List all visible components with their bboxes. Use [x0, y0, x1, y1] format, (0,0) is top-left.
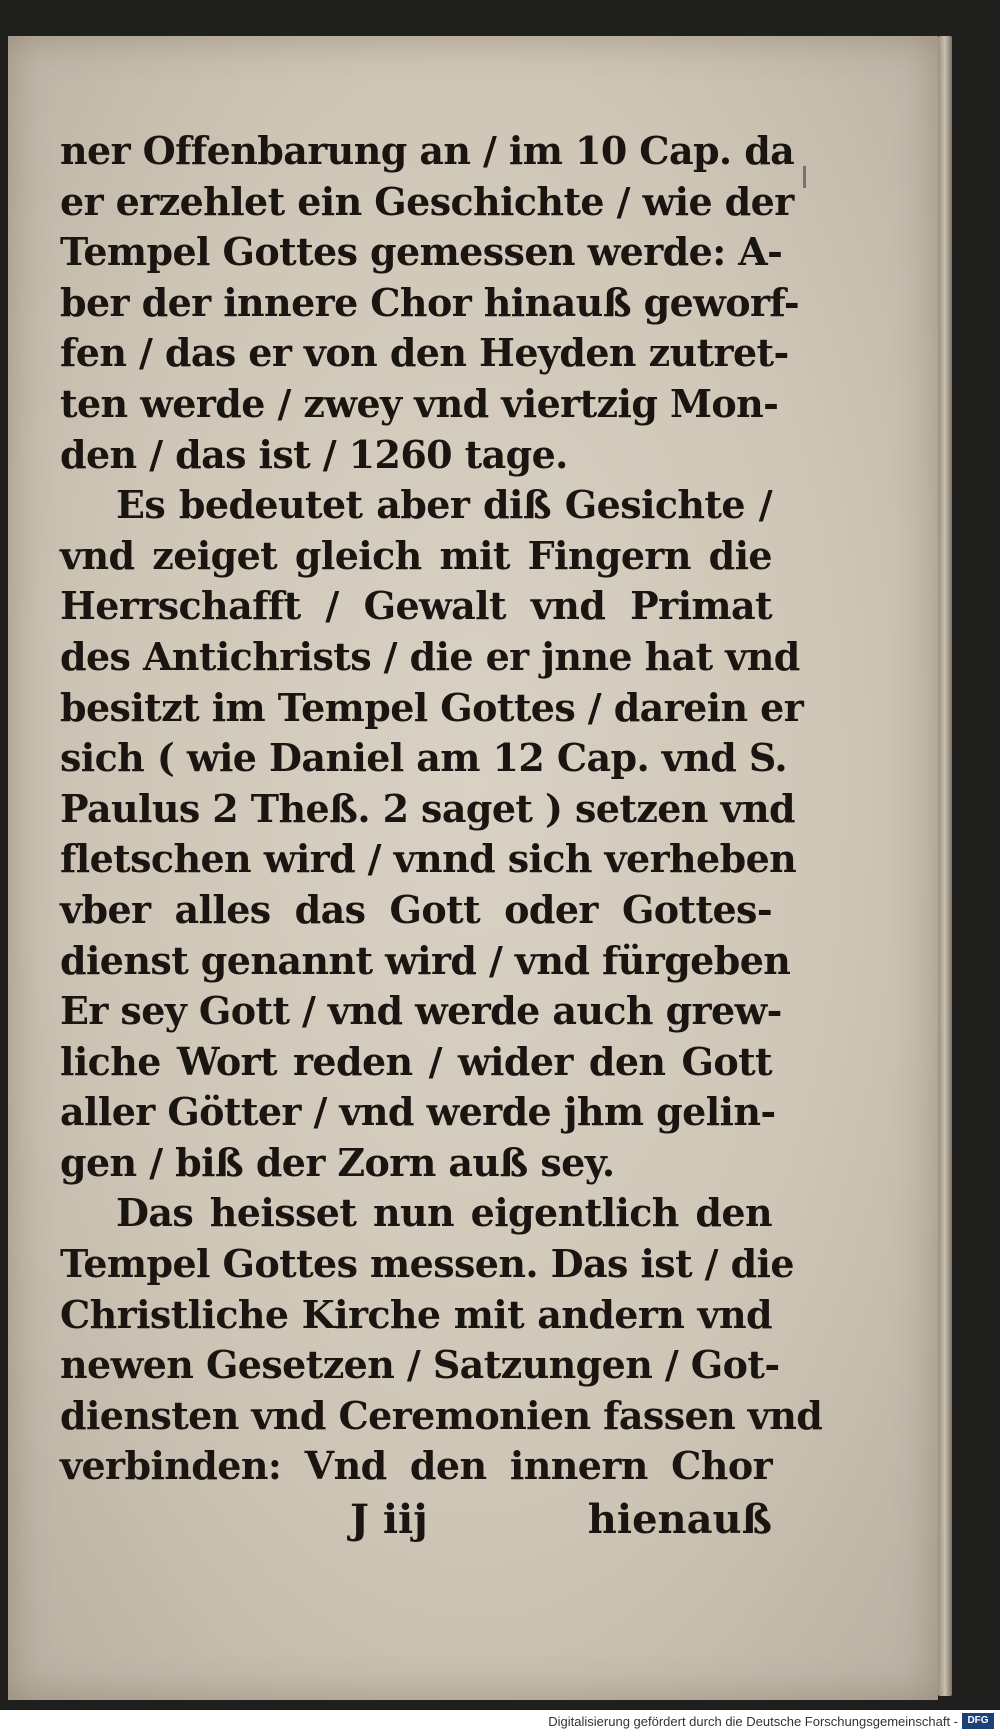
- text-line: vber alles das Gott oder Gottes-: [60, 886, 772, 932]
- footer-bar: [0, 1710, 1000, 1734]
- catchline: [60, 1496, 772, 1552]
- text-line: Tempel Gottes messen. Das ist / die: [60, 1241, 794, 1287]
- text-line: fen / das er von den Heyden zutret-: [60, 330, 789, 376]
- text-line: sich ( wie Daniel am 12 Cap. vnd S.: [60, 735, 787, 781]
- text-line: des Antichrists / die er jnne hat vnd: [60, 633, 800, 679]
- paragraph-start-line: Es bedeutet aber diß Gesichte /: [116, 482, 772, 528]
- book-page: [8, 36, 938, 1700]
- text-line: ber der innere Chor hinauß geworf-: [60, 279, 799, 325]
- text-line: Er sey Gott / vnd werde auch grew-: [60, 988, 782, 1034]
- dfg-logo: DFG: [962, 1713, 994, 1729]
- text-line: ten werde / zwey vnd viertzig Mon-: [60, 380, 779, 426]
- text-line: dienst genannt wird / vnd fürgeben: [60, 937, 791, 983]
- page-edge: [938, 36, 952, 1696]
- margin-mark: [803, 166, 806, 188]
- text-line: den / das ist / 1260 tage.: [60, 431, 568, 477]
- text-line: liche Wort reden / wider den Gott: [60, 1038, 772, 1084]
- text-line: verbinden: Vnd den innern Chor: [60, 1443, 772, 1489]
- page-text: [60, 126, 823, 1492]
- text-line: gen / biß der Zorn auß sey.: [60, 1139, 615, 1185]
- catchword: hienauß: [587, 1496, 772, 1543]
- text-line: aller Götter / vnd werde jhm gelin-: [60, 1089, 776, 1135]
- text-line: newen Gesetzen / Satzungen / Got-: [60, 1342, 780, 1388]
- text-line: Tempel Gottes gemessen werde: A-: [60, 229, 783, 275]
- text-line: ner Offenbarung an / im 10 Cap. da: [60, 128, 795, 173]
- paragraph-start-line: Das heisset nun eigentlich den: [116, 1190, 772, 1236]
- text-line: besitzt im Tempel Gottes / darein er: [60, 684, 804, 730]
- text-line: Christliche Kirche mit andern vnd: [60, 1291, 772, 1337]
- text-line: Paulus 2 Theß. 2 saget ) setzen vnd: [60, 785, 796, 831]
- funding-credit: Digitalisierung gefördert durch die Deutsche Forschungsgemeinschaft -: [548, 1714, 958, 1729]
- text-line: fletschen wird / vnnd sich verheben: [60, 836, 797, 882]
- text-line: er erzehlet ein Geschichte / wie der: [60, 178, 794, 224]
- text-line: vnd zeiget gleich mit Fingern die: [60, 532, 772, 578]
- text-line: diensten vnd Ceremonien fassen vnd: [60, 1392, 823, 1438]
- signature-mark: J iij: [350, 1496, 428, 1543]
- text-line: Herrschafft / Gewalt vnd Primat: [60, 583, 772, 629]
